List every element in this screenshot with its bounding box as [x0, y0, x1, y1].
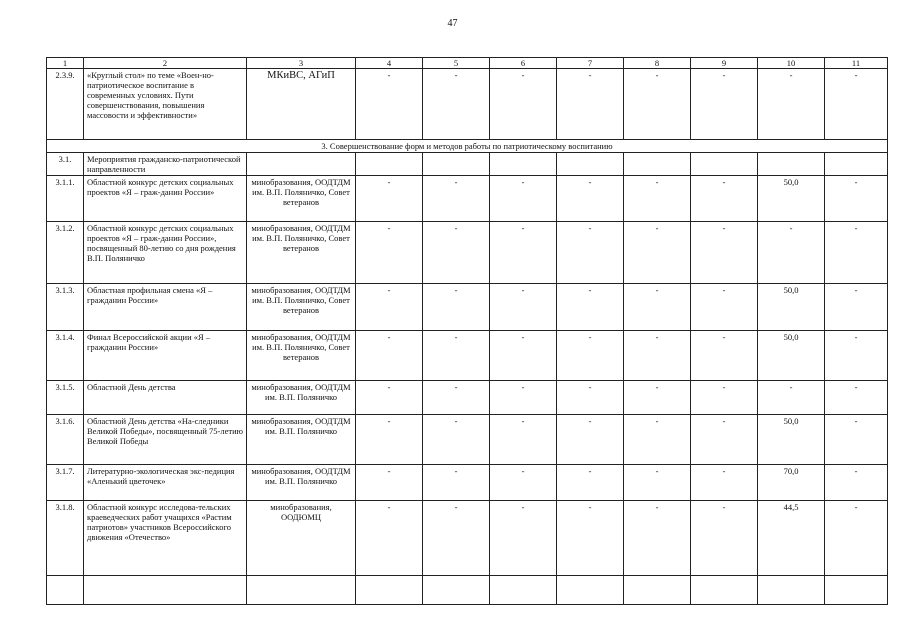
executor — [247, 153, 356, 176]
funding-value: - — [423, 465, 490, 501]
funding-value: - — [423, 284, 490, 331]
empty-cell — [490, 576, 557, 605]
funding-value: - — [691, 222, 758, 284]
activity-name: Финал Всероссийской акции «Я – гражданин России» — [84, 331, 247, 381]
funding-value: - — [557, 415, 624, 465]
funding-value: 70,0 — [758, 465, 825, 501]
item-number: 3.1.1. — [47, 176, 84, 222]
column-number-row — [47, 58, 888, 69]
funding-value: - — [423, 381, 490, 415]
column-number: 4 — [356, 58, 423, 69]
activity-name: Областная профильная смена «Я – гражданин России» — [84, 284, 247, 331]
funding-value: - — [490, 415, 557, 465]
table-row — [47, 501, 888, 576]
executor: минобразования, ООДТДМ им. В.П. Поляничко, Совет ветеранов — [247, 331, 356, 381]
funding-value: - — [490, 222, 557, 284]
empty-cell — [356, 576, 423, 605]
funding-value: - — [624, 222, 691, 284]
funding-value: - — [624, 176, 691, 222]
item-number: 3.1.6. — [47, 415, 84, 465]
table-row — [47, 331, 888, 381]
empty-cell — [825, 576, 888, 605]
empty-cell — [423, 576, 490, 605]
funding-value: 50,0 — [758, 415, 825, 465]
activity-name: Областной конкурс детских социальных проектов «Я – граж-данин России», посвященный 80-летию со дня рождения В.П. Поляничко — [84, 222, 247, 284]
funding-value: - — [490, 69, 557, 140]
funding-value: - — [624, 69, 691, 140]
empty-cell — [84, 576, 247, 605]
activity-name: Областной День детства «На-следники Великой Победы», посвященный 75-летию Великой Победы — [84, 415, 247, 465]
activity-name: Областной День детства — [84, 381, 247, 415]
executor: минобразования, ООДТДМ им. В.П. Поляничко, Совет ветеранов — [247, 222, 356, 284]
funding-value — [356, 153, 423, 176]
item-number: 2.3.9. — [47, 69, 84, 140]
column-number: 10 — [758, 58, 825, 69]
item-number: 3.1. — [47, 153, 84, 176]
funding-value: - — [423, 222, 490, 284]
funding-value: - — [624, 465, 691, 501]
funding-value: - — [490, 331, 557, 381]
funding-value: - — [423, 501, 490, 576]
funding-value: - — [490, 465, 557, 501]
funding-value: - — [490, 284, 557, 331]
funding-value: - — [825, 415, 888, 465]
column-number: 8 — [624, 58, 691, 69]
funding-value: - — [356, 222, 423, 284]
funding-value: - — [557, 69, 624, 140]
activity-name: Областной конкурс исследова-тельских краеведческих работ учащихся «Растим патриотов» участников Всероссийского движения «Отечество» — [84, 501, 247, 576]
funding-value: - — [825, 331, 888, 381]
column-number: 1 — [47, 58, 84, 69]
funding-value: - — [624, 284, 691, 331]
executor: минобразования, ООДТДМ им. В.П. Поляничко — [247, 465, 356, 501]
funding-value: - — [624, 331, 691, 381]
empty-cell — [47, 576, 84, 605]
funding-value: - — [490, 501, 557, 576]
empty-cell — [624, 576, 691, 605]
funding-value — [758, 153, 825, 176]
executor: минобразования, ООДТДМ им. В.П. Поляничко, Совет ветеранов — [247, 284, 356, 331]
funding-value: - — [356, 415, 423, 465]
funding-value: 50,0 — [758, 176, 825, 222]
activity-name: Литературно-экологическая экс-педиция «Аленький цветочек» — [84, 465, 247, 501]
column-number: 7 — [557, 58, 624, 69]
funding-value — [691, 153, 758, 176]
funding-value: - — [356, 69, 423, 140]
column-number: 2 — [84, 58, 247, 69]
funding-value: - — [624, 415, 691, 465]
table-row — [47, 415, 888, 465]
funding-value: - — [423, 331, 490, 381]
funding-value: - — [624, 381, 691, 415]
funding-value: - — [825, 381, 888, 415]
empty-filler-row — [47, 576, 888, 605]
empty-cell — [691, 576, 758, 605]
table-row — [47, 69, 888, 140]
funding-value: - — [490, 176, 557, 222]
funding-value: - — [691, 381, 758, 415]
section-header-row — [47, 140, 888, 153]
funding-value: - — [758, 69, 825, 140]
funding-value: - — [557, 465, 624, 501]
funding-value: - — [758, 381, 825, 415]
funding-value: - — [691, 331, 758, 381]
executor: МКиВС, АГиП — [247, 69, 356, 140]
table-row — [47, 153, 888, 176]
table-row — [47, 176, 888, 222]
executor: минобразования, ООДЮМЦ — [247, 501, 356, 576]
page-number: 47 — [447, 18, 458, 29]
funding-value: - — [356, 176, 423, 222]
funding-value: - — [825, 69, 888, 140]
funding-value: - — [557, 222, 624, 284]
table-row — [47, 284, 888, 331]
funding-value: - — [423, 69, 490, 140]
funding-value: - — [825, 284, 888, 331]
funding-value: - — [825, 501, 888, 576]
column-number: 9 — [691, 58, 758, 69]
executor: минобразования, ООДТДМ им. В.П. Поляничко, Совет ветеранов — [247, 176, 356, 222]
table-row — [47, 222, 888, 284]
item-number: 3.1.5. — [47, 381, 84, 415]
empty-cell — [758, 576, 825, 605]
funding-value: - — [356, 465, 423, 501]
funding-value — [624, 153, 691, 176]
funding-value: - — [825, 465, 888, 501]
item-number: 3.1.4. — [47, 331, 84, 381]
funding-value: - — [557, 176, 624, 222]
funding-value: - — [557, 381, 624, 415]
funding-value: - — [356, 501, 423, 576]
funding-value: - — [691, 465, 758, 501]
funding-value: - — [691, 69, 758, 140]
funding-value: - — [356, 381, 423, 415]
funding-value: - — [557, 331, 624, 381]
funding-value: - — [423, 176, 490, 222]
funding-value: - — [691, 176, 758, 222]
executor: минобразования, ООДТДМ им. В.П. Поляничко — [247, 381, 356, 415]
funding-value: 50,0 — [758, 331, 825, 381]
funding-value: - — [624, 501, 691, 576]
column-number: 6 — [490, 58, 557, 69]
funding-value: - — [691, 284, 758, 331]
funding-value: - — [356, 331, 423, 381]
column-number: 3 — [247, 58, 356, 69]
table-row — [47, 381, 888, 415]
funding-value: - — [825, 222, 888, 284]
table-row — [47, 465, 888, 501]
funding-value: - — [691, 415, 758, 465]
funding-value: - — [557, 284, 624, 331]
funding-value: 50,0 — [758, 284, 825, 331]
funding-value: - — [758, 222, 825, 284]
item-number: 3.1.7. — [47, 465, 84, 501]
funding-value: - — [691, 501, 758, 576]
empty-cell — [557, 576, 624, 605]
item-number: 3.1.3. — [47, 284, 84, 331]
funding-value — [557, 153, 624, 176]
funding-value: 44,5 — [758, 501, 825, 576]
item-number: 3.1.2. — [47, 222, 84, 284]
plan-table — [46, 57, 888, 605]
activity-name: «Круглый стол» по теме «Воен-но-патриотическое воспитание в современных условиях. Пути совершенствования, повышения массовости и эффективности» — [84, 69, 247, 140]
funding-value — [825, 153, 888, 176]
funding-value: - — [490, 381, 557, 415]
funding-value: - — [356, 284, 423, 331]
item-number: 3.1.8. — [47, 501, 84, 576]
funding-value: - — [423, 415, 490, 465]
funding-value: - — [557, 501, 624, 576]
column-number: 5 — [423, 58, 490, 69]
activity-name: Мероприятия гражданско-патриотической направленности — [84, 153, 247, 176]
executor: минобразования, ООДТДМ им. В.П. Поляничко — [247, 415, 356, 465]
funding-value — [423, 153, 490, 176]
activity-name: Областной конкурс детских социальных проектов «Я – граж-данин России» — [84, 176, 247, 222]
funding-value: - — [825, 176, 888, 222]
section-title: 3. Совершенствование форм и методов работы по патриотическому воспитанию — [47, 140, 888, 153]
column-number: 11 — [825, 58, 888, 69]
funding-value — [490, 153, 557, 176]
empty-cell — [247, 576, 356, 605]
